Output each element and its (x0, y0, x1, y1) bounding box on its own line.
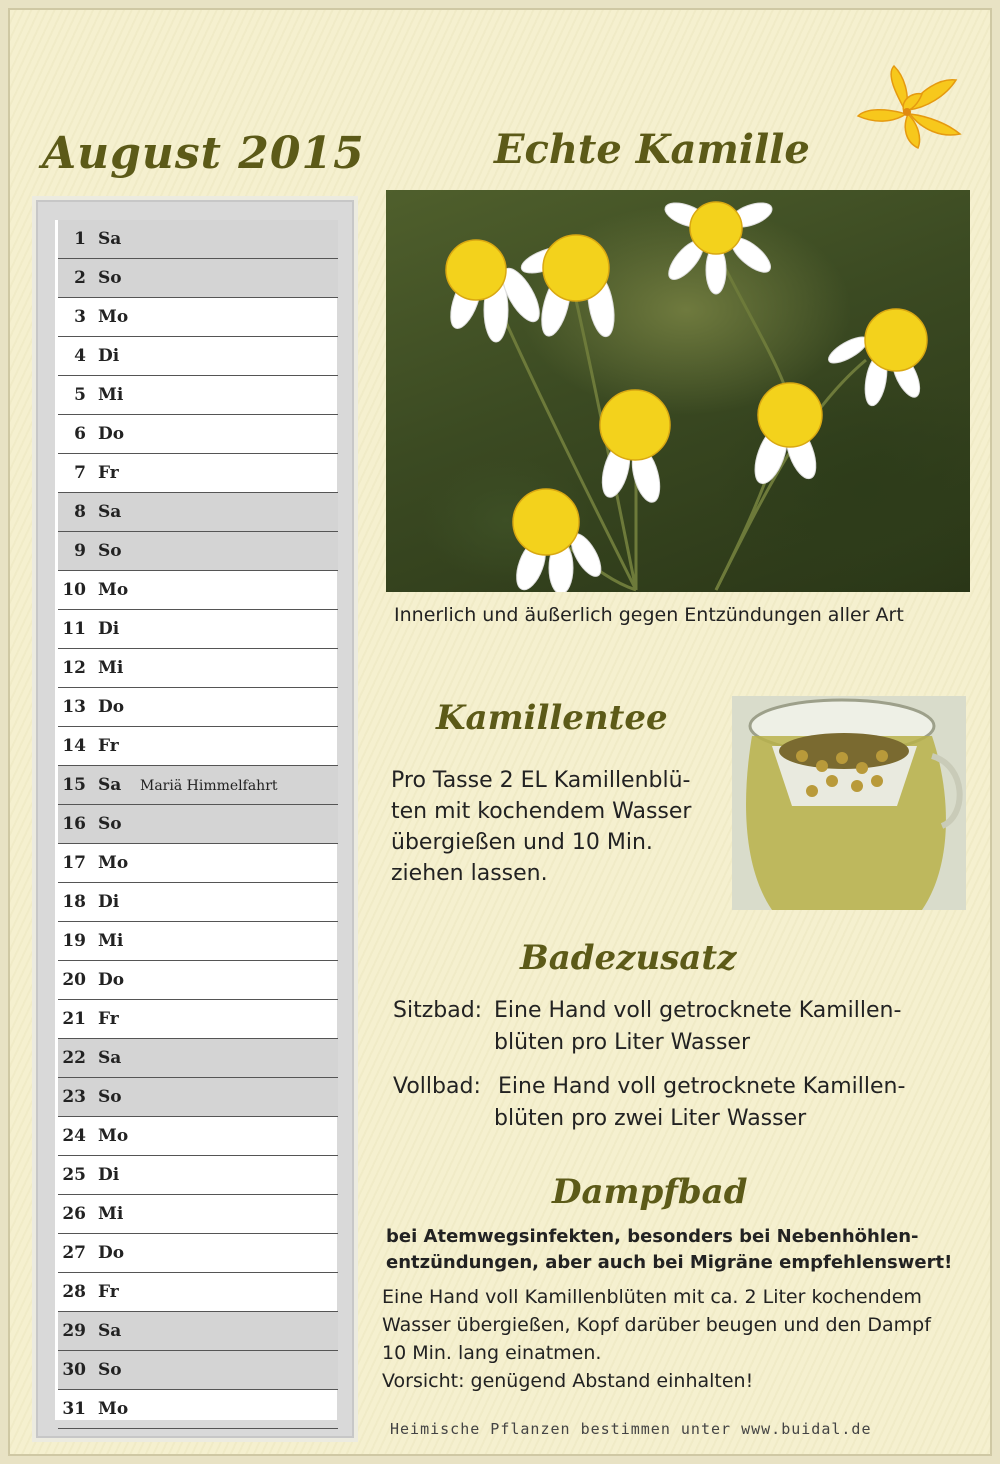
steam-line-1: Eine Hand voll Kamillenblüten mit ca. 2 Liter kochendem (382, 1286, 922, 1308)
calendar-day-number: 30 (62, 1360, 86, 1380)
calendar-row (58, 961, 338, 1000)
sitzbad-label: Sitzbad: (393, 998, 483, 1023)
steam-note-line-2: entzündungen, aber auch bei Migräne empfehlenswert! (386, 1252, 953, 1273)
calendar-weekday: Sa (98, 229, 122, 249)
calendar-weekday: Di (98, 892, 120, 912)
calendar-row (58, 649, 338, 688)
calendar-day-number: 19 (62, 931, 86, 951)
calendar-row (58, 1390, 338, 1429)
tea-instructions (391, 765, 721, 889)
calendar-day-number: 13 (62, 697, 86, 717)
vollbad-label: Vollbad: (393, 1074, 481, 1099)
calendar-weekday: So (98, 1087, 122, 1107)
calendar-day-number: 26 (62, 1204, 86, 1224)
tea-photo (732, 696, 966, 910)
steam-title: Dampfbad (552, 1172, 748, 1212)
calendar-row (58, 220, 338, 259)
calendar-row (58, 532, 338, 571)
calendar-day-number: 22 (62, 1048, 86, 1068)
calendar-row (58, 610, 338, 649)
calendar-row (58, 1078, 338, 1117)
calendar-day-number: 18 (62, 892, 86, 912)
calendar-day-number: 23 (62, 1087, 86, 1107)
month-title: August 2015 (42, 128, 365, 179)
plant-title: Echte Kamille (494, 126, 810, 173)
calendar-day-number: 11 (62, 619, 86, 639)
steam-note-line-1: bei Atemwegsinfekten, besonders bei Nebenhöhlen- (386, 1226, 919, 1247)
footer-note: Heimische Pflanzen bestimmen unter www.buidal.de (390, 1420, 872, 1438)
calendar-row (58, 298, 338, 337)
steam-line-2: Wasser übergießen, Kopf darüber beugen und den Dampf (382, 1314, 931, 1336)
calendar-day-number: 16 (62, 814, 86, 834)
calendar-weekday: Do (98, 1243, 125, 1263)
calendar-weekday: Mi (98, 385, 124, 405)
bath-title: Badezusatz (520, 938, 737, 978)
calendar-row (58, 1351, 338, 1390)
calendar-row (58, 922, 338, 961)
calendar-weekday: Mo (98, 307, 129, 327)
chamomile-photo (386, 190, 970, 592)
calendar-weekday: Mi (98, 1204, 124, 1224)
calendar-day-number: 17 (62, 853, 86, 873)
calendar-day-number: 31 (62, 1399, 86, 1419)
calendar-row (58, 1273, 338, 1312)
steam-line-3: 10 Min. lang einatmen. (382, 1342, 602, 1364)
calendar-day-number: 1 (74, 229, 86, 249)
calendar-frame (36, 200, 354, 1438)
calendar-day-number: 21 (62, 1009, 86, 1029)
tea-title: Kamillentee (436, 698, 668, 738)
calendar-weekday: Fr (98, 736, 119, 756)
sitzbad-line-2: blüten pro Liter Wasser (494, 1030, 750, 1055)
calendar-row (58, 844, 338, 883)
calendar-weekday: Mo (98, 580, 129, 600)
calendar-day-number: 15 (62, 775, 86, 795)
calendar-weekday: Di (98, 1165, 120, 1185)
calendar-weekday: Fr (98, 1009, 119, 1029)
calendar-row (58, 1195, 338, 1234)
calendar-day-number: 8 (74, 502, 86, 522)
calendar-day-number: 10 (62, 580, 86, 600)
calendar-row (58, 376, 338, 415)
calendar-day-number: 3 (74, 307, 86, 327)
vollbad-line-2: blüten pro zwei Liter Wasser (494, 1106, 807, 1131)
calendar-weekday: Mi (98, 931, 124, 951)
calendar-row (58, 805, 338, 844)
lily-flower-icon (856, 64, 962, 150)
calendar-row (58, 493, 338, 532)
calendar-day-number: 29 (62, 1321, 86, 1341)
calendar-weekday: Do (98, 970, 125, 990)
calendar-row (58, 1000, 338, 1039)
calendar-weekday: Mi (98, 658, 124, 678)
calendar-weekday: Mo (98, 1126, 129, 1146)
calendar-weekday: Mo (98, 853, 129, 873)
calendar-row (58, 454, 338, 493)
calendar-day-number: 24 (62, 1126, 86, 1146)
calendar-weekday: Fr (98, 463, 119, 483)
steam-line-4: Vorsicht: genügend Abstand einhalten! (382, 1370, 754, 1392)
calendar-weekday: Do (98, 424, 125, 444)
calendar-weekday: Mo (98, 1399, 129, 1419)
calendar-day-number: 6 (74, 424, 86, 444)
calendar-row (58, 415, 338, 454)
calendar-weekday: So (98, 814, 122, 834)
calendar-row (58, 337, 338, 376)
calendar-row (58, 766, 338, 805)
calendar-day-number: 27 (62, 1243, 86, 1263)
calendar-day-number: 9 (74, 541, 86, 561)
calendar-weekday: So (98, 541, 122, 561)
calendar-weekday: So (98, 1360, 122, 1380)
calendar-day-number: 25 (62, 1165, 86, 1185)
calendar-day-number: 4 (74, 346, 86, 366)
tea-line-3: übergießen und 10 Min. (391, 830, 653, 855)
calendar-weekday: Sa (98, 1048, 122, 1068)
calendar-row (58, 1117, 338, 1156)
calendar-row (58, 571, 338, 610)
tea-line-4: ziehen lassen. (391, 861, 548, 886)
calendar-day-number: 5 (74, 385, 86, 405)
calendar-weekday: Fr (98, 1282, 119, 1302)
calendar-weekday: Sa (98, 775, 122, 795)
calendar-weekday: Sa (98, 1321, 122, 1341)
calendar-weekday: Sa (98, 502, 122, 522)
vollbad-line-1: Eine Hand voll getrocknete Kamillen- (498, 1074, 906, 1099)
calendar-list (55, 220, 337, 1420)
tea-line-2: ten mit kochendem Wasser (391, 799, 692, 824)
calendar-weekday: Do (98, 697, 125, 717)
tea-line-1: Pro Tasse 2 EL Kamillenblü- (391, 768, 691, 793)
calendar-row (58, 688, 338, 727)
calendar-weekday: Di (98, 346, 120, 366)
calendar-holiday: Mariä Himmelfahrt (140, 778, 278, 794)
calendar-row (58, 1312, 338, 1351)
calendar-day-number: 28 (62, 1282, 86, 1302)
calendar-row (58, 727, 338, 766)
calendar-row (58, 1234, 338, 1273)
calendar-row (58, 259, 338, 298)
calendar-day-number: 20 (62, 970, 86, 990)
calendar-weekday: Di (98, 619, 120, 639)
calendar-row (58, 1039, 338, 1078)
sitzbad-line-1: Eine Hand voll getrocknete Kamillen- (494, 998, 902, 1023)
calendar-row (58, 883, 338, 922)
calendar-day-number: 14 (62, 736, 86, 756)
calendar-day-number: 2 (74, 268, 86, 288)
calendar-weekday: So (98, 268, 122, 288)
calendar-day-number: 12 (62, 658, 86, 678)
plant-caption: Innerlich und äußerlich gegen Entzündungen aller Art (394, 604, 904, 626)
calendar-row (58, 1156, 338, 1195)
calendar-day-number: 7 (74, 463, 86, 483)
